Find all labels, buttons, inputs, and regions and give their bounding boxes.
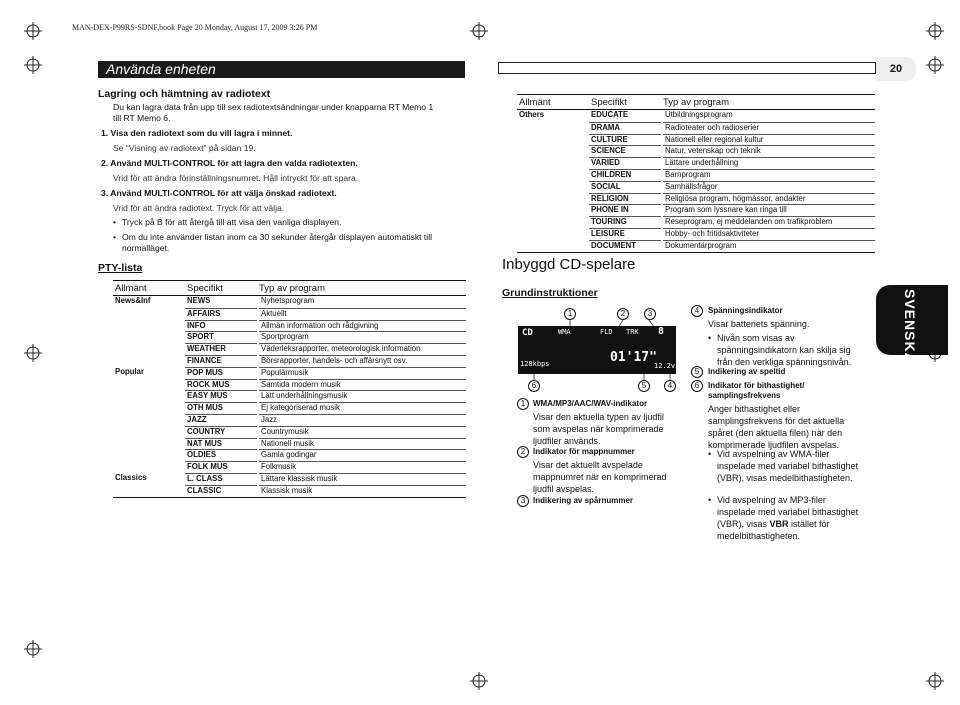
table-row [113,426,466,438]
table-row [517,228,875,240]
cell-general [113,320,185,332]
table-row [517,240,875,252]
pty-table-left [113,280,466,498]
table-row [113,296,466,308]
cell-type-text: Nationell eller regional kultur [663,134,875,144]
col-header-general: Allmänt [517,95,589,110]
cell-specific-text: FINANCE [185,355,257,365]
cell-general [517,216,589,228]
item-4-bullet: • Nivån som visas av spänningsindikatorn kan skilja sig från den verkliga spänningsnivån. [717,332,867,368]
lcd-voltage: 12.2v [654,362,676,370]
cell-type-text: Jazz [259,414,466,424]
cell-specific-text: EDUCATE [591,110,629,119]
cell-general [517,134,589,146]
cell-specific [185,402,257,414]
item-1-body: Visar den aktuella typen av ljudfil som avspelas när komprimerade ljudfiler används. [533,412,664,446]
cell-specific [185,473,257,485]
registration-mark-icon [24,56,42,74]
cell-specific [185,367,257,379]
cell-specific-text: LEISURE [589,228,661,238]
cell-specific [589,204,661,216]
col-header-type: Typ av program [661,95,875,110]
step-3: 3. Använd MULTI-CONTROL för att välja önskad radiotext. [101,188,337,198]
table-row [113,390,466,402]
cell-specific [185,461,257,473]
cell-specific [185,390,257,402]
cell-type-text: Hobby- och fritidsaktiviteter [663,228,875,238]
cell-specific [185,343,257,355]
cell-specific-text: EASY MUS [185,390,257,400]
cell-specific [185,320,257,332]
cell-general [517,169,589,181]
col-header-general: Allmänt [113,281,185,296]
cell-type [257,414,466,426]
table-row [113,402,466,414]
table-row [517,157,875,169]
cell-specific [185,379,257,391]
cell-specific [185,296,257,308]
cell-general [517,157,589,169]
table-row [113,331,466,343]
cell-type [661,204,875,216]
cell-specific [589,193,661,205]
cell-type-text: Utbildningsprogram [665,110,733,119]
cell-type [257,379,466,391]
cell-general [517,110,589,122]
cell-type-text: Ej kategoriserad musik [259,402,466,412]
intro-line-2: till RT Memo 6. [113,113,171,123]
table-row [517,134,875,146]
cell-type-text: Folkmusik [259,461,466,471]
cell-type [257,390,466,402]
registration-mark-icon [926,22,944,40]
cd-heading: Inbyggd CD-spelare [502,256,636,273]
item-3-title: Indikering av spårnummer [533,496,634,505]
cell-specific-text: OTH MUS [185,402,257,412]
table-row [113,461,466,473]
cell-specific [185,414,257,426]
registration-mark-icon [470,22,488,40]
pty-heading: PTY-lista [98,262,143,274]
table-row [113,449,466,461]
cell-general [113,379,185,391]
cell-specific-text: SCIENCE [589,145,661,155]
cell-type [661,122,875,134]
table-row [113,438,466,450]
callout-1: 1 [564,308,576,320]
cell-type-text: Allmän information och rådgivning [259,320,466,330]
cell-specific-text: SPORT [185,331,257,341]
cell-type [661,145,875,157]
step-3-note: Vrid för att ändra radiotext. Tryck för att välja. [113,203,285,213]
cell-type-text: Börsrapporter, handels- och affärsnytt osv. [259,355,466,365]
step-2: 2. Använd MULTI-CONTROL för att lagra den valda radiotexten. [101,158,358,168]
cell-type-text: Countrymusik [259,426,466,436]
cell-general-text: Classics [115,472,147,482]
registration-mark-icon [24,640,42,658]
cell-type [257,308,466,320]
cell-type-text: Lätt underhållningsmusik [259,390,466,400]
cell-type [661,240,875,252]
item-3-number: 3 [517,495,529,507]
cell-general [113,485,185,497]
cell-specific-text: FOLK MUS [185,461,257,471]
callout-2: 2 [617,308,629,320]
item-1-title: WMA/MP3/AAC/WAV-indikator [533,399,648,408]
cell-type-text: Gamla godingar [259,449,466,459]
cell-specific-text: JAZZ [185,414,257,424]
col-header-specific: Specifikt [185,281,257,296]
cell-type [257,320,466,332]
cell-type-text: Sportprogram [259,331,466,341]
step-2-note-b: Håll intryckt för att spara. [263,173,359,183]
cell-general [113,331,185,343]
cell-type [661,110,875,122]
cell-type [661,169,875,181]
cell-type-text: Nyhetsprogram [261,296,315,305]
cell-general [517,240,589,252]
table-row [113,355,466,367]
cell-specific-text: TOURING [589,216,661,226]
item-2-number: 2 [517,446,529,458]
table-row [517,122,875,134]
language-tab [876,285,948,364]
cell-general [517,193,589,205]
cd-icon: CD [522,328,533,338]
registration-mark-icon [24,22,42,40]
cell-type [257,485,466,497]
registration-mark-icon [926,56,944,74]
cell-specific-text: DOCUMENT [589,240,661,250]
cell-specific [185,426,257,438]
registration-mark-icon [470,672,488,690]
cell-type-text: Religiösa program, högmässor, andakter [663,193,875,203]
cell-specific [589,134,661,146]
cell-type [661,157,875,169]
cell-specific [589,169,661,181]
cell-specific [185,485,257,497]
cell-specific-text: L. CLASS [185,473,257,483]
cell-type [661,193,875,205]
table-row [113,320,466,332]
table-row [113,308,466,320]
cell-type [257,331,466,343]
step-2-note-a: Vrid för att ändra förinställningsnumret. [113,173,261,183]
item-5-number: 5 [691,366,703,378]
cell-specific-text: CULTURE [589,134,661,144]
registration-mark-icon [926,672,944,690]
cell-specific-text: RELIGION [589,193,661,203]
cell-type-text: Natur, vetenskap och teknik [663,145,875,155]
cell-type-text: Lättare klassisk musik [259,473,466,483]
lcd-play-time: 01'17" [610,350,657,365]
cell-specific-text: INFO [185,320,257,330]
cell-type-text: Lättare underhållning [663,157,875,167]
cell-type-text: Aktuellt [259,308,466,318]
lcd-track-number: 8 [658,326,665,337]
item-6-bullet-mp3-a: Vid avspelning av MP3-filer inspelade med variabel bithastighet (VBR), visas [717,495,859,529]
cell-general [113,449,185,461]
bullet-timeout-cont: normalläget. [122,243,170,253]
item-6-bullet-mp3 [717,494,859,542]
cell-specific-text: NEWS [187,296,211,305]
registration-mark-icon [24,344,42,362]
cell-specific-text: VARIED [589,157,661,167]
cell-general [113,473,185,485]
section-heading: Lagring och hämtning av radiotext [98,88,271,100]
table-row [517,216,875,228]
cell-type-text: Program som lyssnare kan ringa till [663,204,875,214]
cell-type-text: Populärmusik [259,367,466,377]
table-row [517,110,875,122]
cell-general [113,461,185,473]
cell-general [113,308,185,320]
cell-specific-text: PHONE IN [589,204,661,214]
item-6-bullet-mp3-b: istället för medelbithastigheten. [717,519,830,541]
lcd-fld: FLD [600,328,613,336]
cell-type-text: Barnprogram [663,169,875,179]
table-row [113,367,466,379]
cell-specific-text: OLDIES [185,449,257,459]
cell-specific-text: WEATHER [185,343,257,353]
col-header-specific: Specifikt [589,95,661,110]
item-4-body: Visar batteriets spänning. [708,319,810,329]
cell-type [661,134,875,146]
cell-type [257,461,466,473]
cell-type-text: Klassisk musik [259,485,466,495]
cell-specific-text: SOCIAL [589,181,661,191]
intro-line-1: Du kan lagra data från upp till sex radiotextsändningar under knapparna RT Memo 1 [113,102,434,112]
item-6-number: 6 [691,380,703,392]
table-row [517,181,875,193]
cell-type [257,355,466,367]
table-row [517,145,875,157]
table-row [517,204,875,216]
lcd-trk: TRK [626,328,639,336]
item-6-body: Anger bithastighet eller samplingsfrekvens för det aktuella spåret (den aktuella filen) när den komprimerade ljudfilen avspelas. [708,404,845,450]
cell-specific-text: CHILDREN [589,169,661,179]
cell-type [257,473,466,485]
item-5-title: Indikering av speltid [708,367,786,376]
item-4-title: Spänningsindikator [708,306,783,315]
cell-type [661,181,875,193]
cell-type-text: Reseprogram, ej meddelanden om trafikproblem [663,216,875,226]
cell-general [113,367,185,379]
callout-3: 3 [644,308,656,320]
section-title: Använda enheten [98,61,465,78]
pty-table-right [517,94,875,253]
cell-specific [589,228,661,240]
table-row [113,379,466,391]
lcd-bitrate: 128kbps [520,360,550,368]
cell-type [661,228,875,240]
cell-type [257,296,466,308]
file-header: MAN-DEX-P99RS-SDNF.book Page 20 Monday, August 17, 2009 3:26 PM [72,23,318,32]
cell-general [113,296,185,308]
step-1: 1. Visa den radiotext som du vill lagra i minnet. [101,128,293,138]
cell-general [517,145,589,157]
cell-general [517,228,589,240]
cell-type [257,343,466,355]
cell-specific-text: NAT MUS [185,438,257,448]
cell-general-text: News&Inf [115,296,151,305]
cd-display [518,326,676,374]
cell-general [517,122,589,134]
item-2-title: Indikator för mappnummer [533,447,635,456]
item-6-bullet-mp3-vbr: VBR [769,519,789,529]
cell-type-text: Radioteater och radioserier [663,122,875,132]
cell-specific-text: COUNTRY [185,426,257,436]
cell-general [113,390,185,402]
step-2-note [113,173,358,183]
callout-5: 5 [638,380,650,392]
cell-type-text: Dokumentärprogram [663,240,875,250]
cell-specific-text: CLASSIC [185,485,257,495]
cell-type [257,367,466,379]
cell-general [113,426,185,438]
cell-specific [589,157,661,169]
item-1-number: 1 [517,398,529,410]
cell-general [113,438,185,450]
cell-general [113,355,185,367]
cell-specific-text: ROCK MUS [185,379,257,389]
cell-specific [589,122,661,134]
cell-specific [589,240,661,252]
language-tab-label: SVENSKA [902,289,918,364]
cell-specific-text: DRAMA [589,122,661,132]
table-row [113,473,466,485]
cell-general [517,181,589,193]
col-header-type: Typ av program [257,281,466,296]
cell-type-text: Väderleksrapporter, meteorologisk information [259,343,466,353]
step-1-note: Se “Visning av radiotext” på sidan 19. [113,143,256,153]
cell-type-text: Nationell musik [259,438,466,448]
table-row [113,414,466,426]
cell-specific [589,145,661,157]
bullet-timeout: • Om du inte använder listan inom ca 30 sekunder återgår displayen automatiskt till [122,232,432,243]
cell-specific [185,308,257,320]
callout-4: 4 [664,380,676,392]
cell-type [257,438,466,450]
cell-specific [185,331,257,343]
table-row [113,485,466,497]
cell-type [257,426,466,438]
cell-type [257,449,466,461]
item-6-title-line-1: Indikator för bithastighet/ [708,381,805,390]
cell-specific [589,216,661,228]
item-6-title-line-2: samplingsfrekvens [708,391,781,400]
item-6-bullet-wma: • Vid avspelning av WMA-filer inspelade med variabel bithastighet (VBR), visas medelbithastigheten. [717,448,859,484]
cell-specific-text: AFFAIRS [185,308,257,318]
cell-general [517,204,589,216]
cell-general [113,343,185,355]
cell-type-text: Samtida modern musik [259,379,466,389]
cell-specific [589,110,661,122]
callout-6: 6 [528,380,540,392]
cell-type-text: Samhällsfrågor [663,181,875,191]
cell-specific-text: POP MUS [185,367,257,377]
cell-type [257,402,466,414]
cell-type [661,216,875,228]
cell-specific [185,355,257,367]
cell-general [113,402,185,414]
cell-specific [589,181,661,193]
table-row [517,169,875,181]
item-4-number: 4 [691,305,703,317]
item-2-body: Visar det aktuellt avspelade mappnumret när en komprimerad ljudfil avspelas. [533,460,667,494]
cell-specific [185,449,257,461]
lcd-wma: WMA [558,328,571,336]
table-row [113,343,466,355]
header-bar [498,62,876,74]
table-row [517,193,875,205]
cell-general [113,414,185,426]
cell-general-text: Others [519,110,545,119]
page-number: 20 [876,57,916,81]
bullet-return: • Tryck på B för att återgå till att visa den vanliga displayen. [122,217,341,228]
basic-instructions-heading: Grundinstruktioner [502,287,598,299]
cell-general-text: Popular [115,366,145,376]
cell-specific [185,438,257,450]
